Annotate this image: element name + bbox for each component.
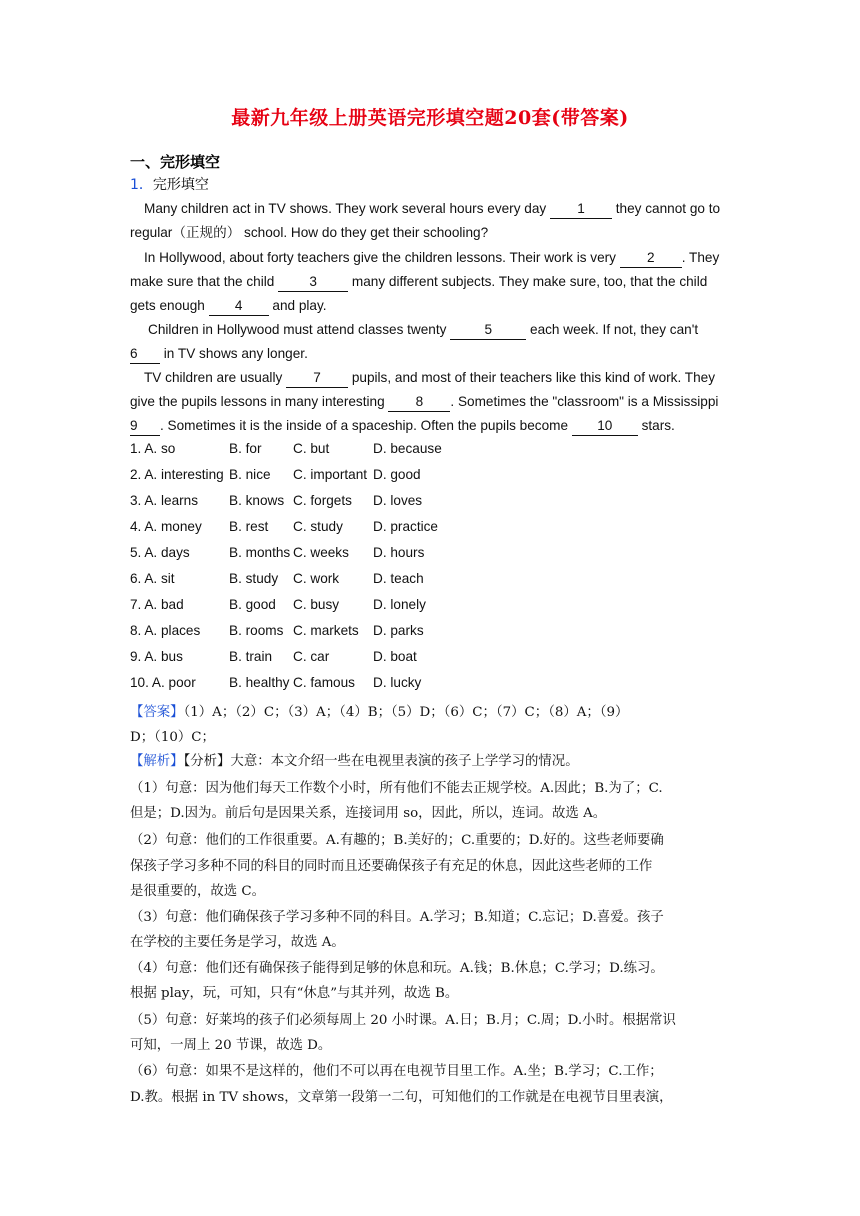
option-a[interactable]: 7. A. bad: [130, 597, 184, 612]
document-title: 最新九年级上册英语完形填空题20套(带答案): [231, 107, 629, 129]
answer-line: D；（10）C；: [130, 730, 215, 745]
blank-8: 8: [388, 393, 450, 412]
answer-tag: 【答案】: [130, 705, 184, 720]
option-a[interactable]: 4. A. money: [130, 519, 202, 534]
option-d[interactable]: D. parks: [373, 623, 424, 638]
analysis-line: 可知，一周上 20 节课，故选 D。: [130, 1038, 332, 1053]
option-d[interactable]: D. because: [373, 441, 442, 456]
blank-6: 6: [130, 345, 160, 364]
option-b[interactable]: B. knows: [229, 493, 285, 508]
analysis-line: 【解析】【分析】大意：本文介绍一些在电视里表演的孩子上学学习的情况。: [130, 754, 579, 769]
option-d[interactable]: D. lonely: [373, 597, 426, 612]
blank-4: 4: [209, 297, 269, 316]
analysis-line: （2）句意：他们的工作很重要。A.有趣的；B.美好的；C.重要的；D.好的。这些老师要确: [130, 833, 664, 848]
blank-10: 10: [572, 417, 638, 436]
option-a[interactable]: 10. A. poor: [130, 675, 196, 690]
option-b[interactable]: B. train: [229, 649, 273, 664]
option-d[interactable]: D. hours: [373, 545, 425, 560]
option-d[interactable]: D. good: [373, 467, 421, 482]
option-c[interactable]: C. study: [293, 519, 343, 534]
option-b[interactable]: B. healthy: [229, 675, 290, 690]
passage-line: 6 in TV shows any longer.: [130, 342, 730, 366]
blank-5: 5: [450, 321, 526, 340]
passage-line: TV children are usually 7 pupils, and most of their teachers like this kind of work. They: [144, 366, 730, 390]
option-b[interactable]: B. rest: [229, 519, 269, 534]
option-b[interactable]: B. study: [229, 571, 279, 586]
analysis-line: （1）句意：因为他们每天工作数个小时，所有他们不能去正规学校。A.因此；B.为了；C.: [130, 781, 663, 796]
option-c[interactable]: C. important: [293, 467, 368, 482]
option-b[interactable]: B. rooms: [229, 623, 284, 638]
passage-line: give the pupils lessons in many interesting 8 . Sometimes the "classroom" is a Mississippi: [130, 390, 730, 414]
analysis-line: （3）句意：他们确保孩子学习多种不同的科目。A.学习；B.知道；C.忘记；D.喜爱。孩子: [130, 910, 664, 925]
option-d[interactable]: D. loves: [373, 493, 423, 508]
option-a[interactable]: 1. A. so: [130, 441, 176, 456]
analysis-line: 但是；D.因为。前后句是因果关系，连接词用 so，因此，所以，连词。故选 A。: [130, 806, 607, 821]
option-c[interactable]: C. forgets: [293, 493, 352, 508]
option-c[interactable]: C. weeks: [293, 545, 349, 560]
blank-9: 9: [130, 417, 160, 436]
analysis-line: （5）句意：好莱坞的孩子们必须每周上 20 小时课。A.日；B.月；C.周；D.小时。根据常识: [130, 1013, 676, 1028]
passage-line: gets enough 4 and play.: [130, 294, 730, 318]
question-number: 1．: [130, 177, 153, 193]
analysis-line: 保孩子学习多种不同的科目的同时而且还要确保孩子有充足的休息，因此这些老师的工作: [130, 859, 653, 874]
passage-line: regular（正规的） school. How do they get their schooling?: [130, 225, 489, 240]
option-d[interactable]: D. boat: [373, 649, 417, 664]
option-a[interactable]: 5. A. days: [130, 545, 190, 560]
option-c[interactable]: C. but: [293, 441, 330, 456]
passage-line: In Hollywood, about forty teachers give the children lessons. Their work is very 2 . They: [144, 246, 730, 270]
option-c[interactable]: C. famous: [293, 675, 355, 690]
analysis-line: D.教。根据 in TV shows，文章第一段第一二句，可知他们的工作就是在电视节目里表演，: [130, 1090, 673, 1105]
option-d[interactable]: D. teach: [373, 571, 424, 586]
analysis-line: 根据 play，玩，可知，只有“休息”与其并列，故选 B。: [130, 986, 459, 1001]
option-a[interactable]: 8. A. places: [130, 623, 201, 638]
analysis-line: 是很重要的，故选 C。: [130, 884, 266, 899]
answer-line: 【答案】（1）A；（2）C；（3）A；（4）B；（5）D；（6）C；（7）C；（8）A；（9）: [130, 705, 629, 720]
blank-2: 2: [620, 249, 682, 268]
blank-7: 7: [286, 369, 348, 388]
option-c[interactable]: C. busy: [293, 597, 340, 612]
option-c[interactable]: C. work: [293, 571, 340, 586]
analysis-line: （6）句意：如果不是这样的，他们不可以再在电视节目里工作。A.坐；B.学习；C.工作；: [130, 1064, 663, 1079]
section-heading: 一、完形填空: [130, 153, 221, 171]
analysis-line: （4）句意：他们还有确保孩子能得到足够的休息和玩。A.钱；B.休息；C.学习；D.练习。: [130, 961, 664, 976]
question-label: 完形填空: [152, 177, 209, 193]
option-c[interactable]: C. markets: [293, 623, 359, 638]
analysis-line: 在学校的主要任务是学习，故选 A。: [130, 935, 345, 950]
option-a[interactable]: 2. A. interesting: [130, 467, 224, 482]
blank-3: 3: [278, 273, 348, 292]
passage-line: Children in Hollywood must attend classes twenty 5 each week. If not, they can't: [148, 318, 730, 342]
blank-1: 1: [550, 200, 612, 219]
passage-line: 9 . Sometimes it is the inside of a spaceship. Often the pupils become 10 stars.: [130, 414, 730, 438]
passage-line: make sure that the child 3 many different subjects. They make sure, too, that the child: [130, 270, 730, 294]
option-a[interactable]: 3. A. learns: [130, 493, 199, 508]
option-b[interactable]: B. months: [229, 545, 291, 560]
option-d[interactable]: D. lucky: [373, 675, 422, 690]
option-b[interactable]: B. nice: [229, 467, 271, 482]
question-heading: [130, 174, 209, 194]
option-a[interactable]: 9. A. bus: [130, 649, 183, 664]
option-c[interactable]: C. car: [293, 649, 330, 664]
option-d[interactable]: D. practice: [373, 519, 438, 534]
analysis-tag: 【解析】: [130, 754, 184, 769]
option-b[interactable]: B. good: [229, 597, 276, 612]
option-b[interactable]: B. for: [229, 441, 262, 456]
passage-line: Many children act in TV shows. They work several hours every day 1 they cannot go to: [144, 197, 730, 221]
option-a[interactable]: 6. A. sit: [130, 571, 175, 586]
